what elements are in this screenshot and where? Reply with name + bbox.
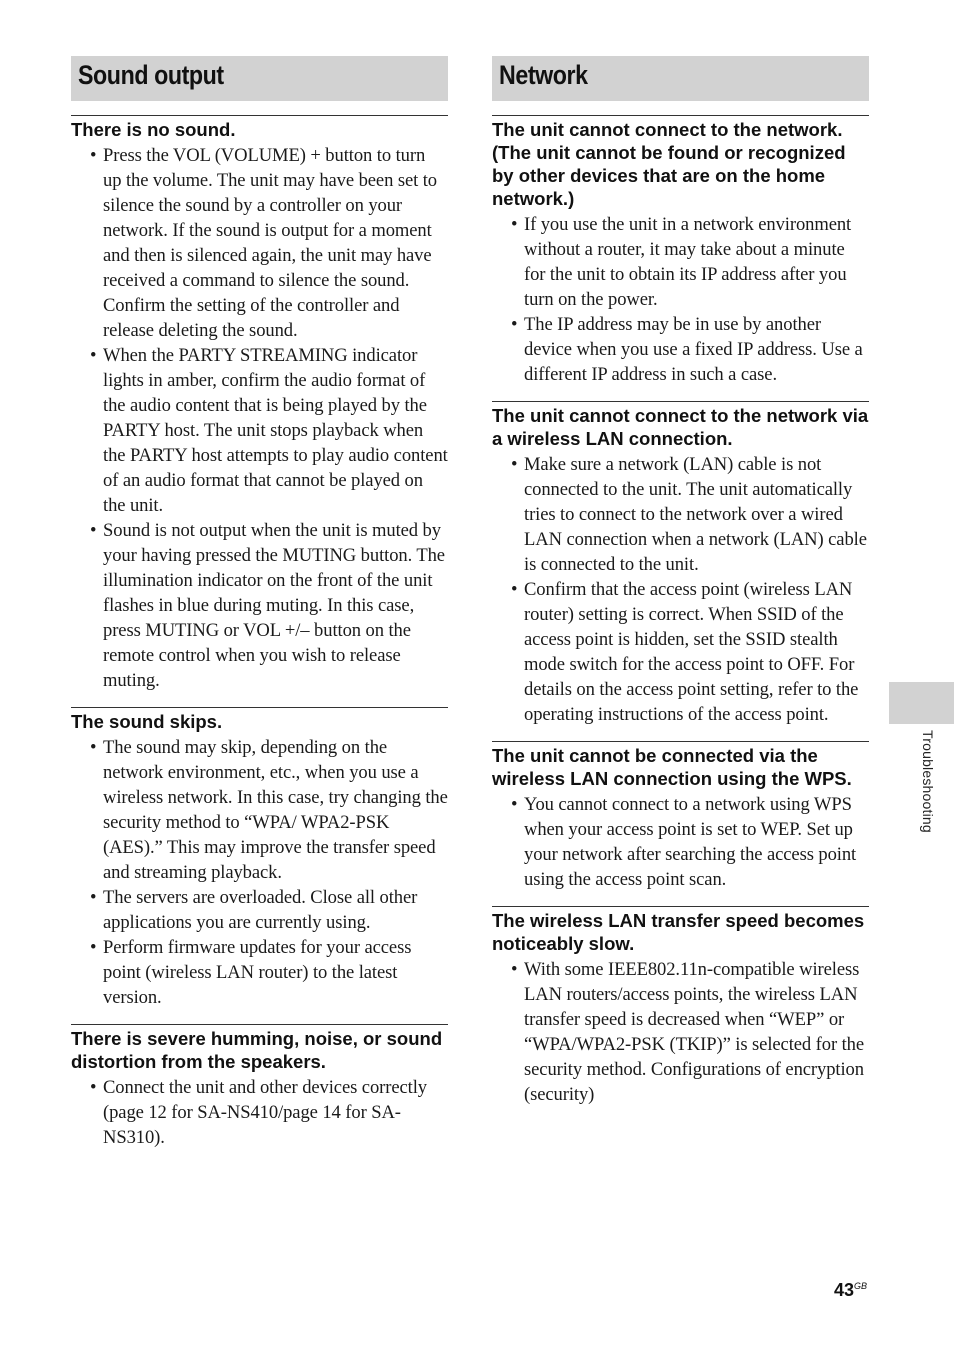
topic-title: The unit cannot connect to the network via a wireless LAN connection. <box>492 401 869 450</box>
chapter-tab-label: Troubleshooting <box>920 730 936 833</box>
topic-transfer-speed-slow <box>492 906 869 1107</box>
page-number-suffix: GB <box>854 1281 868 1291</box>
bullet-item: • Sound is not output when the unit is muted by your having pressed the MUTING button. The illumination indicator on the front of the unit flashes in blue during muting. In this case, press MUTING or VOL +/– button on the remote control when you wish to release muting. <box>71 518 448 693</box>
bullet-item: • When the PARTY STREAMING indicator lights in amber, confirm the audio format of the audio content that is being played by the PARTY host. The unit stops playback when the PARTY host attempts to play audio content of an audio format that cannot be played on the unit. <box>71 343 448 518</box>
topic-title: The sound skips. <box>71 707 448 733</box>
topic-title: There is no sound. <box>71 115 448 141</box>
topic-title: There is severe humming, noise, or sound distortion from the speakers. <box>71 1024 448 1073</box>
topic-title: The unit cannot connect to the network. (The unit cannot be found or recognized by other devices that are on the home network.) <box>492 115 869 210</box>
topic-sound-skips <box>71 707 448 1010</box>
bullet-item: • Press the VOL (VOLUME) + button to turn up the volume. The unit may have been set to silence the sound by a controller on your network. If the sound is output for a moment and then is silenced again, the unit may have received a command to silence the sound. Confirm the setting of the controller and release deleting the sound. <box>71 143 448 343</box>
bullet-item: • You cannot connect to a network using WPS when your access point is set to WEP. Set up your network after searching the access point using the access point scan. <box>492 792 869 892</box>
bullet-item: • Perform firmware updates for your access point (wireless LAN router) to the latest version. <box>71 935 448 1010</box>
network-column <box>492 56 869 1107</box>
bullet-item: • The servers are overloaded. Close all other applications you are currently using. <box>71 885 448 935</box>
bullet-item: • Confirm that the access point (wireless LAN router) setting is correct. When SSID of the access point is hidden, set the SSID stealth mode switch for the access point to OFF. For details on the access point setting, refer to the operating instructions of the access point. <box>492 577 869 727</box>
page-number: $43^{GB}$ <box>834 1280 868 1300</box>
section-header-network: Network <box>492 56 869 101</box>
topic-title: The wireless LAN transfer speed becomes noticeably slow. <box>492 906 869 955</box>
bullet-item: • Connect the unit and other devices correctly (page 12 for SA-NS410/page 14 for SA-NS310). <box>71 1075 448 1150</box>
chapter-tab-marker <box>889 682 954 724</box>
section-header-sound-output: Sound output <box>71 56 448 101</box>
topic-no-sound <box>71 115 448 693</box>
topic-humming-noise <box>71 1024 448 1150</box>
sound-output-column <box>71 56 448 1150</box>
bullet-item: • Make sure a network (LAN) cable is not connected to the unit. The unit automatically tries to connect to the network over a wired LAN connection when a network (LAN) cable is connected to the unit. <box>492 452 869 577</box>
bullet-item: • If you use the unit in a network environment without a router, it may take about a minute for the unit to obtain its IP address after you turn on the power. <box>492 212 869 312</box>
topic-title: The unit cannot be connected via the wireless LAN connection using the WPS. <box>492 741 869 790</box>
bullet-item: • With some IEEE802.11n-compatible wireless LAN routers/access points, the wireless LAN transfer speed is decreased when “WEP” or “WPA/WPA2-PSK (TKIP)” is selected for the security method. Configurations of encryption (security) <box>492 957 869 1107</box>
topic-cannot-connect-wireless <box>492 401 869 727</box>
bullet-item: • The sound may skip, depending on the network environment, etc., when you use a wireless network. In this case, try changing the security method to “WPA/ WPA2-PSK (AES).” This may improve the transfer speed and streaming playback. <box>71 735 448 885</box>
topic-cannot-connect-network <box>492 115 869 387</box>
topic-wps-connection <box>492 741 869 892</box>
bullet-item: • The IP address may be in use by another device when you use a fixed IP address. Use a different IP address in such a case. <box>492 312 869 387</box>
